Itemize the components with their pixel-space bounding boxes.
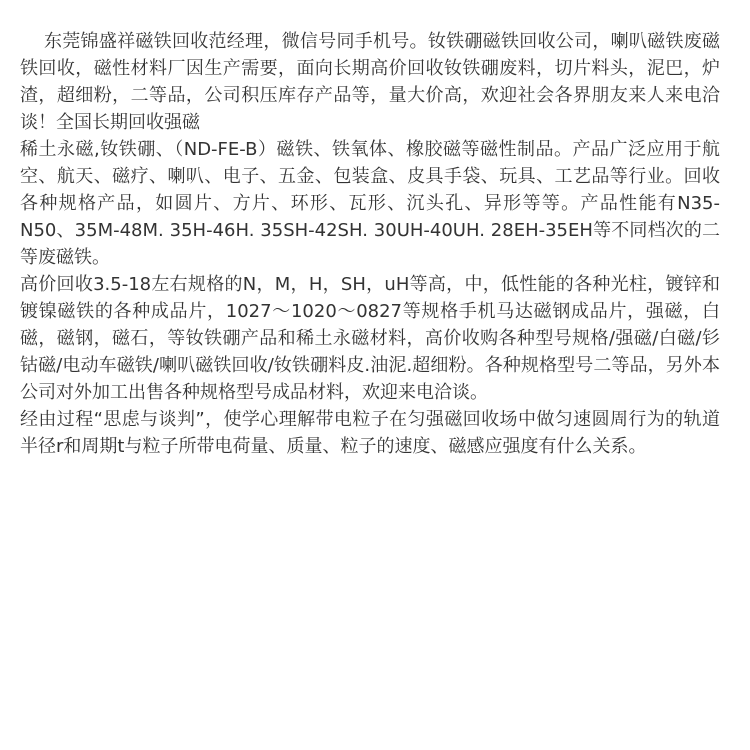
paragraph-physics-note: 经由过程“思虑与谈判”，使学心理解带电粒子在匀强磁回收场中做匀速圆周行为的轨道半径r和周期t与粒子所带电荷量、质量、粒子的速度、磁感应强度有什么关系。 bbox=[20, 409, 720, 457]
paragraph-product-types: 稀土永磁,钕铁硼、（ND-FE-B）磁铁、铁氧体、橡胶磁等磁性制品。产品广泛应用于航空、航天、磁疗、喇叭、电子、五金、包装盒、皮具手袋、玩具、工艺品等行业。回收各种规格产品，如圆片、方片、环形、瓦形、沉头孔、异形等等。产品性能有N35-N50、35M-48M. 35H-46H. 35SH-42SH. 30UH-40UH. 28EH-35EH等不同档次的二等废磁铁。 bbox=[20, 139, 720, 268]
paragraph-recycling-specs: 高价回收3.5-18左右规格的N，M，H，SH，uH等高，中，低性能的各种光柱，镀锌和镀镍磁铁的各种成品片，1027～1020～0827等规格手机马达磁钢成品片，强磁，白磁，磁钢，磁石，等钕铁硼产品和稀土永磁材料，高价收购各种型号规格/强磁/白磁/钐钴磁/电动车磁铁/喇叭磁铁回收/钕铁硼料皮.油泥.超细粉。各种规格型号二等品，另外本公司对外加工出售各种规格型号成品材料，欢迎来电洽谈。 bbox=[20, 274, 720, 403]
paragraph-intro: 东莞锦盛祥磁铁回收范经理，微信号同手机号。钕铁硼磁铁回收公司，喇叭磁铁废磁铁回收，磁性材料厂因生产需要，面向长期高价回收钕铁硼废料，切片料头，泥巴，炉渣，超细粉，二等品，公司积压库存产品等，量大价高，欢迎社会各界朋友来人来电洽谈！全国长期回收强磁 bbox=[20, 31, 720, 133]
article-body bbox=[20, 28, 720, 460]
